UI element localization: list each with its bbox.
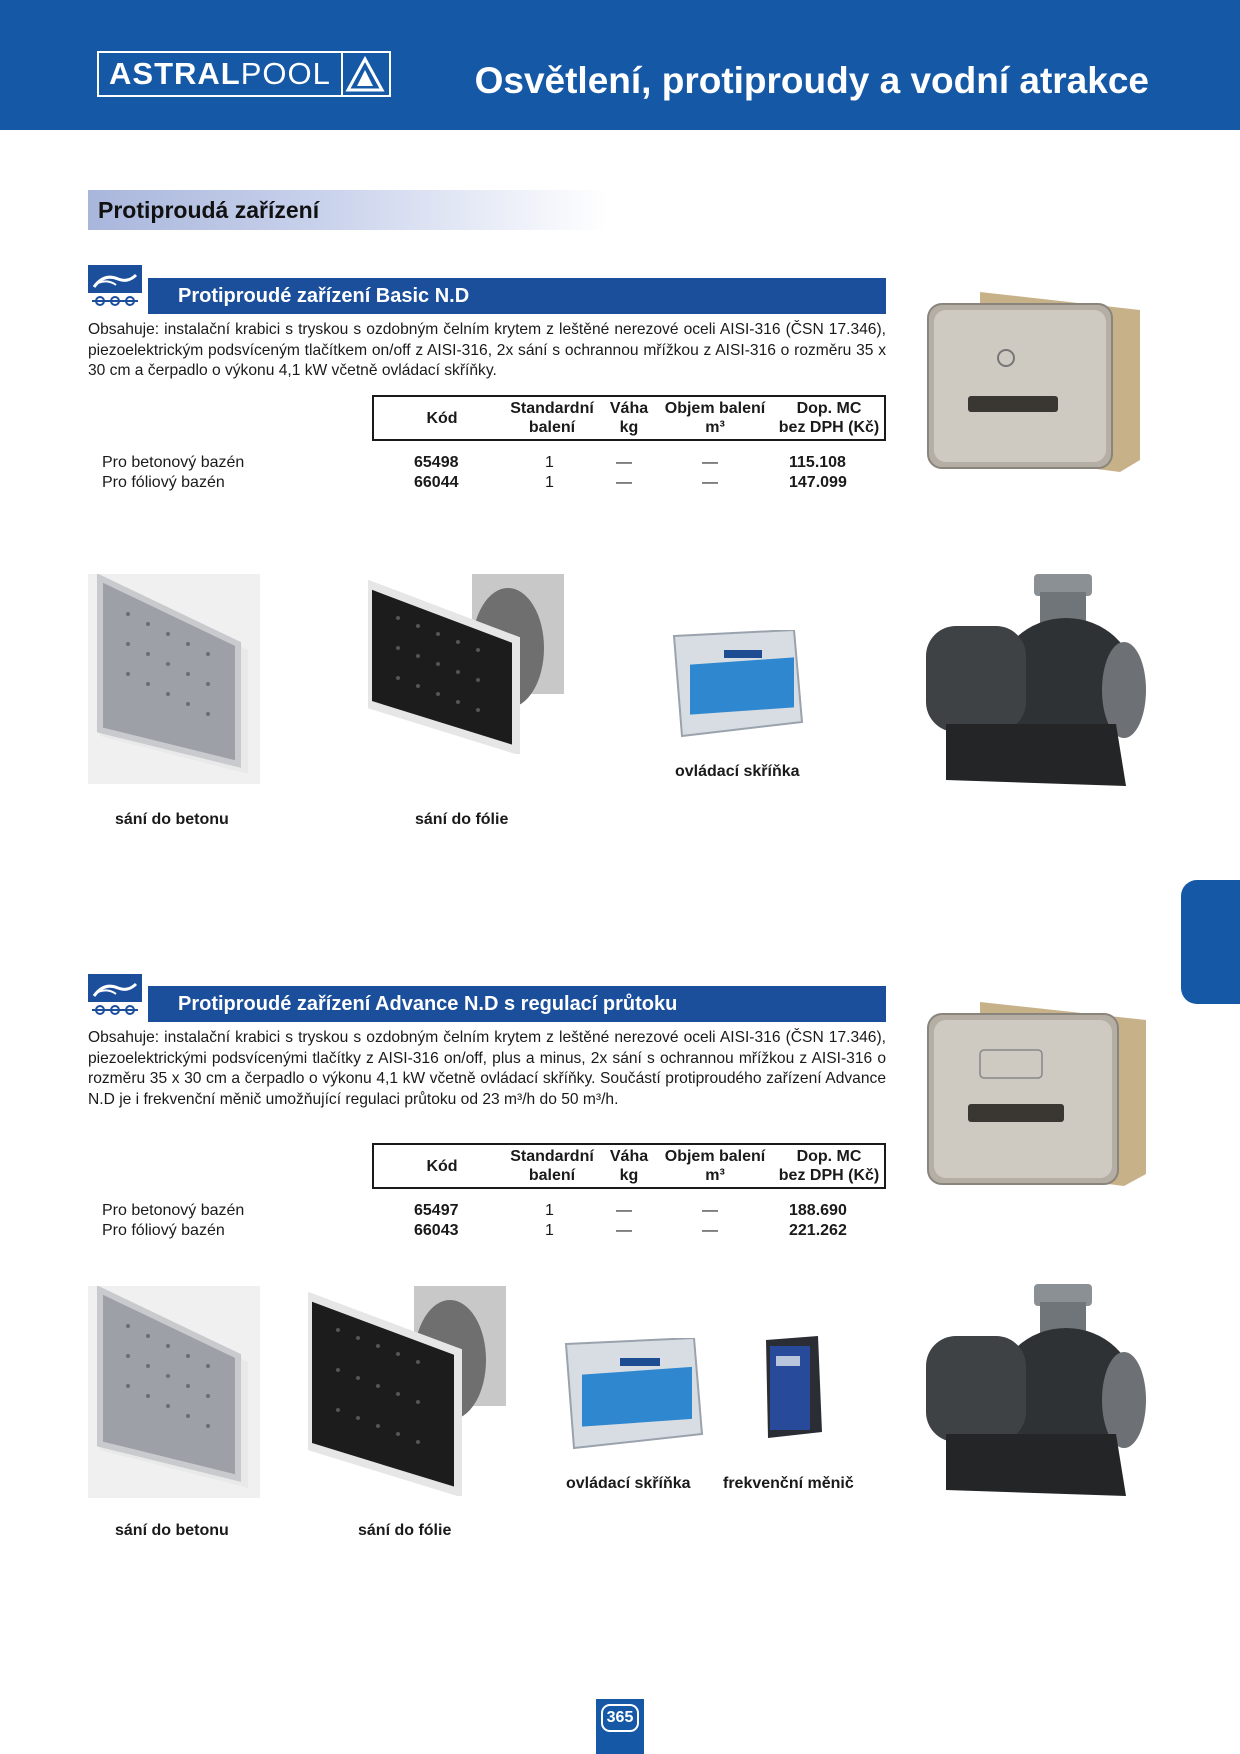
product-title-basic: Protiproudé zařízení Basic N.D	[148, 278, 886, 314]
col-volume: Objem balení m³	[664, 400, 766, 436]
product-title-advance: Protiproudé zařízení Advance N.D s regulací průtoku	[148, 986, 886, 1022]
logo-brand-light: POOL	[240, 56, 331, 91]
price-table-header-basic	[372, 395, 886, 441]
table-row: Pro fóliový bazén 66044 1 — — 147.099	[102, 474, 847, 491]
product-description-basic: Obsahuje: instalační krabici s tryskou s ozdobným čelním krytem z leštěné nerezové oceli AISI-316 (ČSN 17.346), piezoelektrickým podsvíceným tlačítkem on/off z AISI-316, 2x sání s ochrannou mřížkou z AISI-316 o rozměru 35 x 30 cm a čerpadlo o výkonu 4,1 kW včetně ovládací skříňky.	[88, 321, 886, 379]
table-row: Pro fóliový bazén 66043 1 — — 221.262	[102, 1222, 847, 1239]
concrete-inlet-image	[88, 1286, 260, 1498]
col-price: Dop. MC bez DPH (Kč)	[778, 1148, 880, 1184]
product-description-advance: Obsahuje: instalační krabici s tryskou s ozdobným čelním krytem z leštěné nerezové oceli AISI-316 (ČSN 17.346), piezoelektrickými podsvícenými tlačítky z AISI-316 on/off, plus a minus, 2x sání s ochrannou mřížkou z AISI-316 o rozměru 35 x 30 cm a čerpadlo o výkonu 4,1 kW včetně ovládací skříňky. Součástí protiproudého zařízení Advance N.D je i frekvenční měnič umožňující regulaci průtoku od 23 m³/h do 50 m³/h.	[88, 1029, 886, 1108]
page-number: 365	[601, 1704, 639, 1732]
col-price: Dop. MC bez DPH (Kč)	[778, 400, 880, 436]
logo-triangle-icon	[341, 53, 389, 95]
control-box-image	[562, 1338, 704, 1450]
col-code: Kód	[426, 410, 458, 427]
table-row: Pro betonový bazén 65498 1 — — 115.108	[102, 454, 846, 471]
caption-foil-inlet: sání do fólie	[358, 1522, 452, 1539]
price-table-header-advance	[372, 1143, 886, 1189]
col-code: Kód	[426, 1158, 458, 1175]
col-weight: Váha kg	[609, 1148, 649, 1184]
foil-inlet-image	[368, 574, 564, 754]
pump-image	[916, 574, 1146, 788]
col-volume: Objem balení m³	[664, 1148, 766, 1184]
counter-current-icon	[88, 265, 142, 311]
pump-image	[916, 1284, 1148, 1498]
counter-current-icon	[88, 974, 142, 1020]
caption-control-box: ovládací skříňka	[566, 1475, 691, 1492]
control-box-image	[670, 630, 804, 738]
foil-inlet-image	[308, 1286, 506, 1496]
caption-inverter: frekvenční měnič	[723, 1475, 854, 1492]
caption-concrete-inlet: sání do betonu	[115, 811, 229, 828]
section-title: Protiproudá zařízení	[88, 190, 608, 230]
header-title: Osvětlení, protiproudy a vodní atrakce	[474, 60, 1149, 101]
frequency-inverter-image	[758, 1336, 826, 1440]
caption-foil-inlet: sání do fólie	[415, 811, 509, 828]
concrete-inlet-image	[88, 574, 260, 784]
side-tab	[1181, 880, 1240, 1004]
table-row: Pro betonový bazén 65497 1 — — 188.690	[102, 1202, 847, 1219]
page-header	[0, 0, 1240, 130]
basic-device-image	[924, 290, 1140, 475]
col-weight: Váha kg	[609, 400, 649, 436]
logo-brand-bold: ASTRAL	[109, 56, 241, 91]
col-std: Standardní balení	[510, 1148, 594, 1184]
page-number-badge	[596, 1699, 644, 1754]
col-std: Standardní balení	[510, 400, 594, 436]
caption-concrete-inlet: sání do betonu	[115, 1522, 229, 1539]
astralpool-logo	[97, 51, 391, 97]
advance-device-image	[924, 1000, 1146, 1190]
caption-control-box: ovládací skříňka	[675, 763, 800, 780]
